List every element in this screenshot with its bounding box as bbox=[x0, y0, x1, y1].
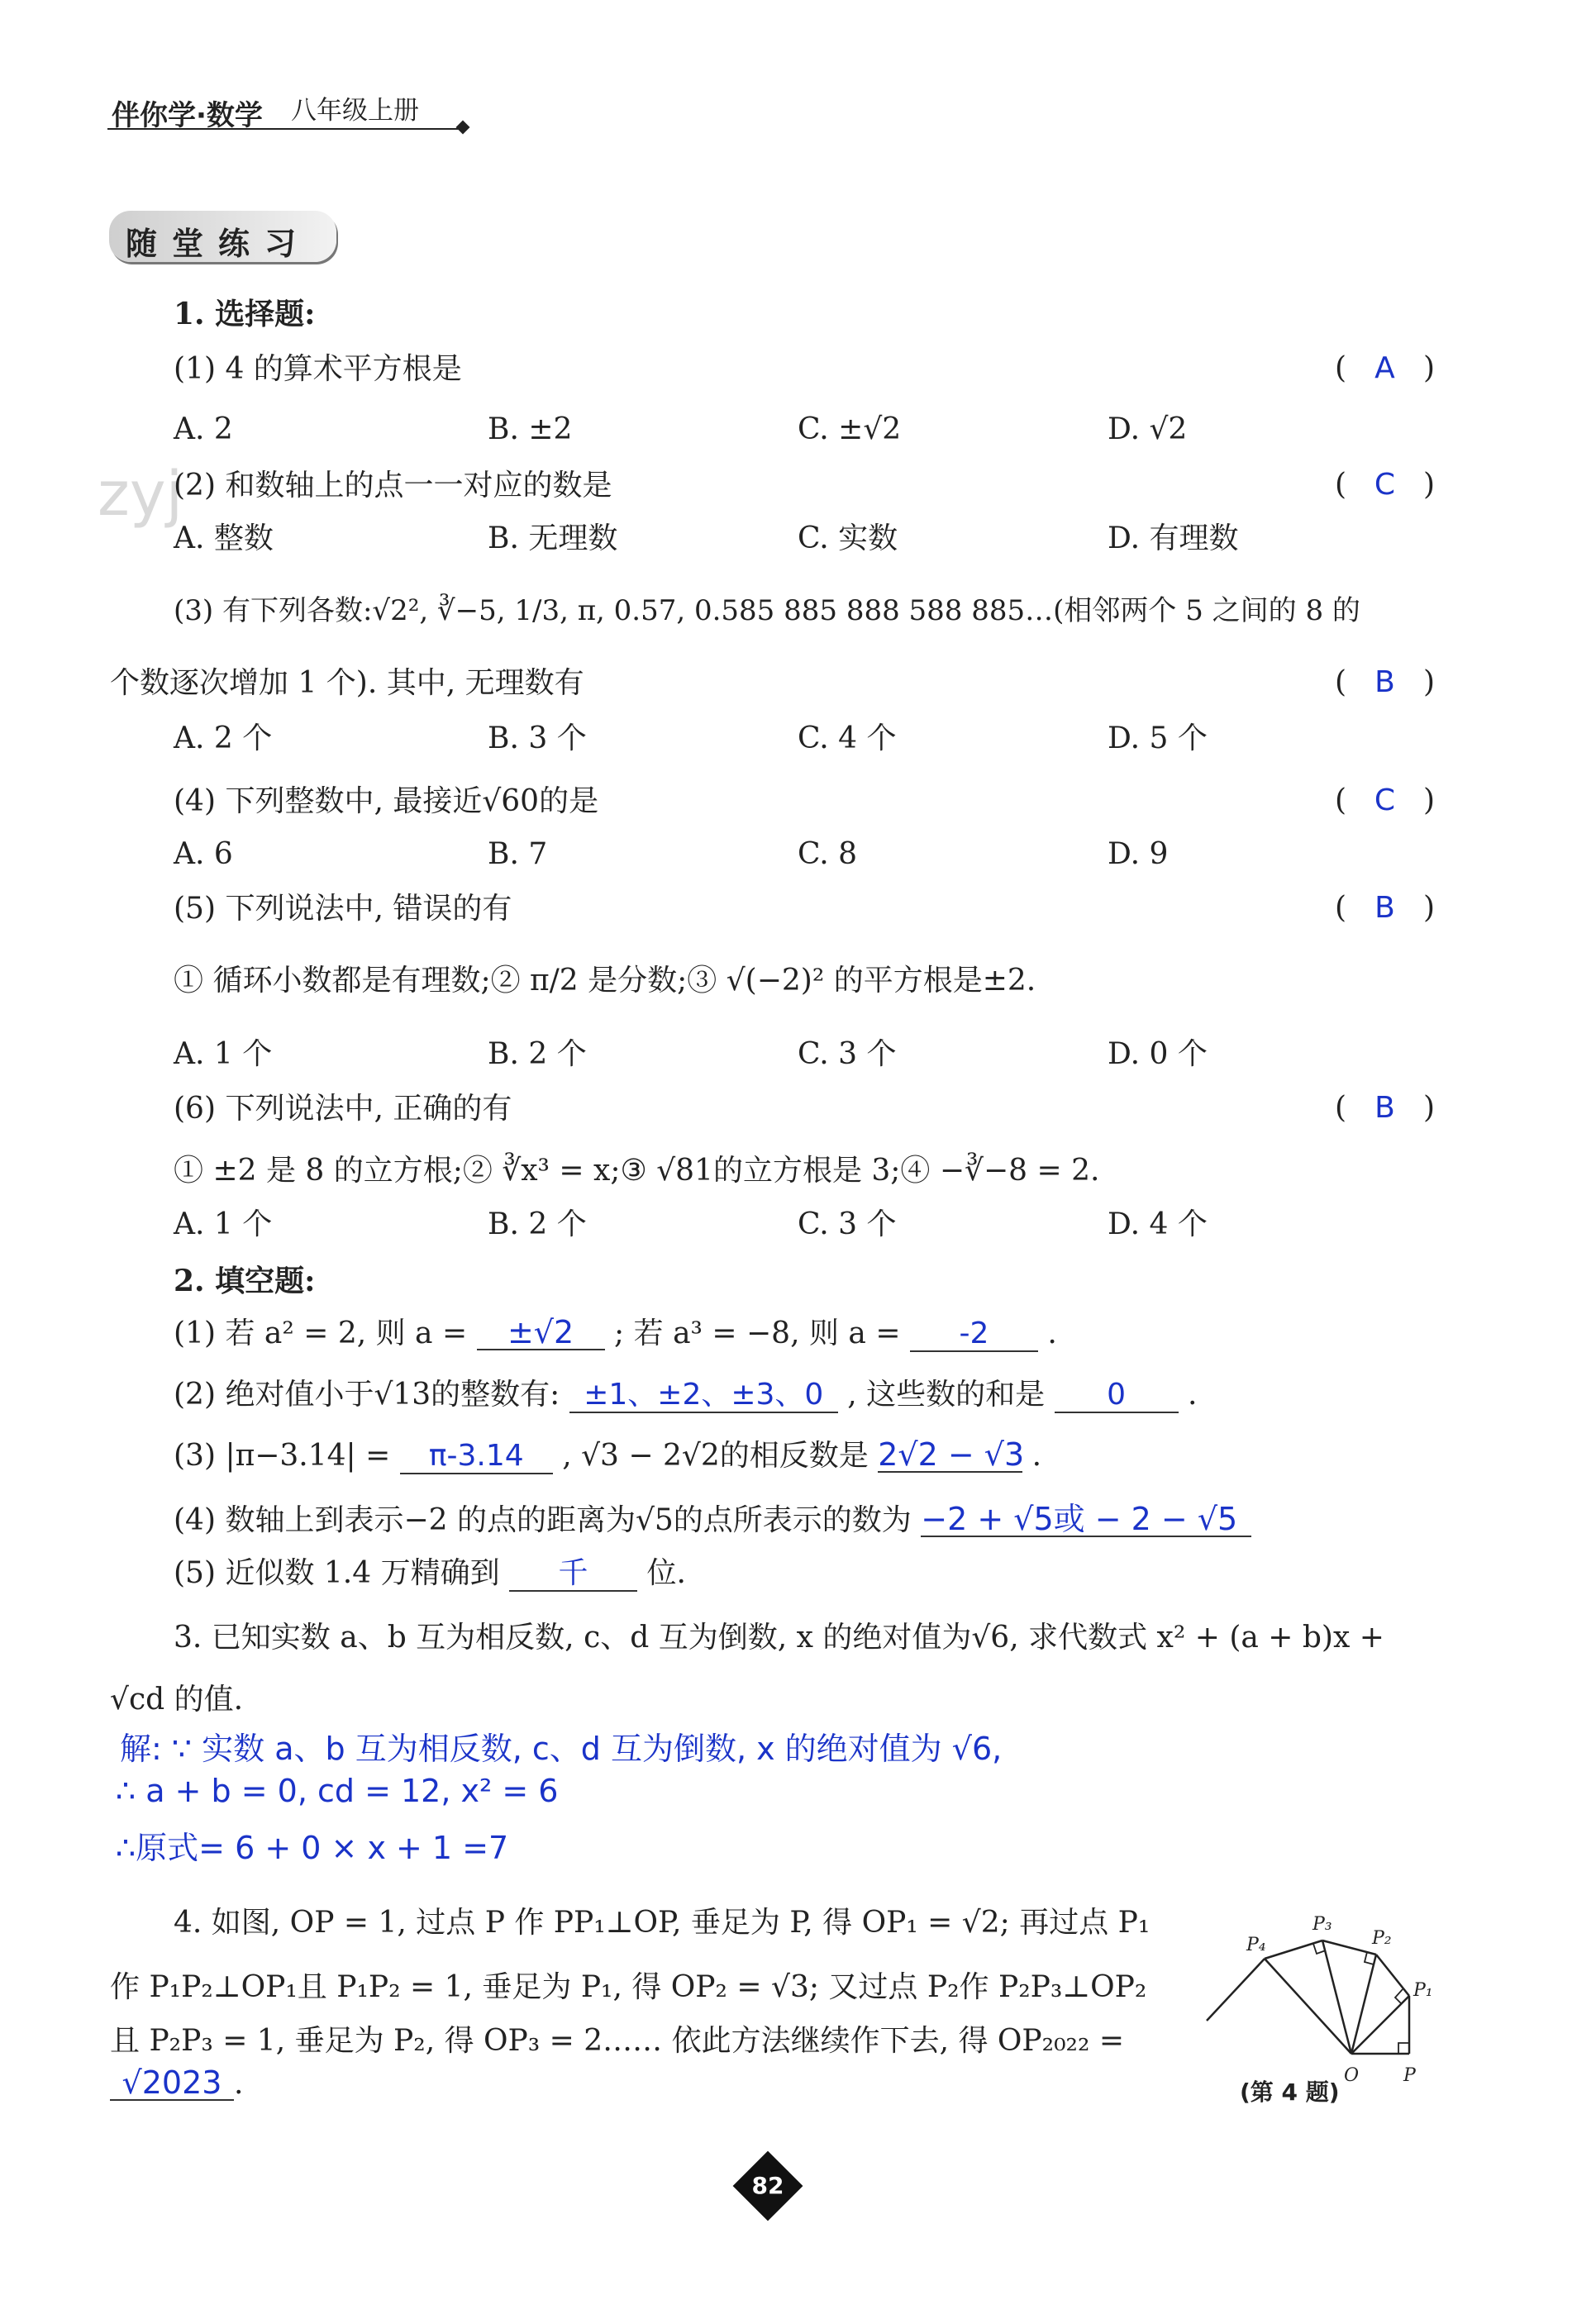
q1-4-answer: C bbox=[1374, 783, 1396, 817]
q1-3-opt-b: B. 3 个 bbox=[488, 721, 587, 755]
q4-answer-line bbox=[110, 2066, 243, 2102]
q1-6-stem: (6) 下列说法中, 正确的有 bbox=[174, 1092, 512, 1126]
q4-figure-caption: (第 4 题) bbox=[1240, 2079, 1340, 2106]
q1-6-opt-a: A. 1 个 bbox=[174, 1207, 273, 1241]
fig-right-angle-p1 bbox=[1395, 1989, 1403, 2004]
fig-label-p1: P₁ bbox=[1413, 1980, 1433, 2001]
q1-3-opt-c: C. 4 个 bbox=[798, 721, 897, 755]
q2-3-text-a: (3) |π−3.14| = bbox=[174, 1439, 391, 1473]
q1-1-answer: A bbox=[1374, 351, 1395, 385]
q1-5-statements: ① 循环小数都是有理数;② π/2 是分数;③ √(−2)² 的平方根是±2. bbox=[174, 964, 1036, 998]
q1-5-opt-b: B. 2 个 bbox=[488, 1037, 587, 1071]
q2-3-blank-b: 2√2 − √3 bbox=[878, 1436, 1025, 1473]
q2-2-text-a: (2) 绝对值小于√13的整数有: bbox=[174, 1378, 560, 1412]
q1-1-opt-d: D. √2 bbox=[1108, 412, 1188, 446]
q1-5-opt-c: C. 3 个 bbox=[798, 1037, 897, 1071]
q1-3-opt-d: D. 5 个 bbox=[1108, 721, 1208, 755]
q1-3-stem2: 个数逐次增加 1 个). 其中, 无理数有 bbox=[110, 666, 584, 700]
q1-2-stem: (2) 和数轴上的点一一对应的数是 bbox=[174, 469, 612, 502]
q4-period: . bbox=[234, 2067, 244, 2101]
q1-2-answer-bracket: ( C ) bbox=[1335, 468, 1435, 502]
q1-title: 1. 选择题: bbox=[174, 297, 316, 331]
q1-4-opt-d: D. 9 bbox=[1108, 837, 1169, 871]
page-number: 82 bbox=[751, 2172, 784, 2199]
q2-5-text-a: (5) 近似数 1.4 万精确到 bbox=[174, 1556, 500, 1590]
q3-solution-2: ∴ a + b = 0, cd = 12, x² = 6 bbox=[116, 1773, 559, 1809]
q2-1-text-c: . bbox=[1047, 1317, 1057, 1350]
fig-label-p3: P₃ bbox=[1313, 1914, 1332, 1935]
fig-line-p3p4 bbox=[1265, 1940, 1322, 1959]
q2-line2 bbox=[174, 1377, 1197, 1413]
q2-line4 bbox=[174, 1502, 1251, 1539]
watermark: zyj bbox=[98, 459, 183, 530]
q1-1-opt-a: A. 2 bbox=[174, 412, 233, 446]
q1-2-opt-c: C. 实数 bbox=[798, 521, 898, 555]
q2-2-blank-b: 0 bbox=[1055, 1379, 1179, 1413]
q3-solution-3: ∴原式= 6 + 0 × x + 1 =7 bbox=[116, 1830, 509, 1866]
q2-line5 bbox=[174, 1555, 686, 1592]
fig-line-op1 bbox=[1351, 1996, 1409, 2054]
q2-5-blank: 千 bbox=[509, 1557, 637, 1592]
q2-3-text-b: , √3 − 2√2的相反数是 bbox=[562, 1439, 869, 1473]
q2-5-text-b: 位. bbox=[646, 1556, 686, 1590]
q1-6-opt-b: B. 2 个 bbox=[488, 1207, 587, 1241]
fig-line-p2p3 bbox=[1322, 1940, 1376, 1955]
q1-6-answer: B bbox=[1374, 1091, 1395, 1125]
q1-1-answer-bracket: ( A ) bbox=[1335, 351, 1435, 385]
q1-1-stem: (1) 4 的算术平方根是 bbox=[174, 352, 462, 386]
q1-4-opt-a: A. 6 bbox=[174, 837, 233, 871]
q2-3-text-c: . bbox=[1031, 1439, 1042, 1473]
q1-4-opt-c: C. 8 bbox=[798, 837, 858, 871]
q3-line1: 3. 已知实数 a、b 互为相反数, c、d 互为倒数, x 的绝对值为√6, 求代数式 x² + (a + b)x + bbox=[174, 1621, 1384, 1655]
q2-1-blank-b: -2 bbox=[910, 1317, 1038, 1352]
q2-2-blank-a: ±1、±2、±3、0 bbox=[569, 1379, 838, 1413]
q4-line2: 作 P₁P₂⊥OP₁且 P₁P₂ = 1, 垂足为 P₁, 得 OP₂ = √3; 又过点 P₂作 P₂P₃⊥OP₂ bbox=[110, 1970, 1147, 2004]
q1-4-answer-bracket: ( C ) bbox=[1335, 783, 1435, 817]
q1-4-stem: (4) 下列整数中, 最接近√60的是 bbox=[174, 784, 599, 818]
fig-line-op2 bbox=[1351, 1955, 1376, 2054]
q1-2-opt-b: B. 无理数 bbox=[488, 521, 618, 555]
header-diamond bbox=[456, 121, 470, 135]
q1-6-opt-d: D. 4 个 bbox=[1108, 1207, 1208, 1241]
fig-label-o: O bbox=[1344, 2065, 1360, 2086]
q4-line1: 4. 如图, OP = 1, 过点 P 作 PP₁⊥OP, 垂足为 P, 得 OP₁ = √2; 再过点 P₁ bbox=[174, 1906, 1151, 1940]
q1-3-answer: B bbox=[1374, 665, 1395, 699]
fig-line-p1p2 bbox=[1376, 1955, 1409, 1996]
q2-3-blank-a: π-3.14 bbox=[400, 1440, 553, 1474]
q1-2-answer: C bbox=[1374, 468, 1396, 502]
fig-label-p4: P₄ bbox=[1246, 1935, 1266, 1955]
header-grade: 八年级上册 bbox=[291, 96, 419, 126]
q2-line3 bbox=[174, 1438, 1041, 1474]
header-series: 伴你学·数学 bbox=[112, 99, 263, 132]
q1-5-answer-bracket: ( B ) bbox=[1335, 891, 1435, 925]
q2-4-text-a: (4) 数轴上到表示−2 的点的距离为√5的点所表示的数为 bbox=[174, 1503, 912, 1537]
q2-4-blank: −2 + √5或 − 2 − √5 bbox=[921, 1502, 1251, 1537]
q3-line2: √cd 的值. bbox=[110, 1683, 244, 1717]
q2-2-text-b: , 这些数的和是 bbox=[847, 1378, 1046, 1412]
fig-label-p2: P₂ bbox=[1372, 1928, 1392, 1949]
fig-label-p: P bbox=[1403, 2065, 1416, 2086]
q1-4-opt-b: B. 7 bbox=[488, 837, 548, 871]
q4-figure bbox=[1190, 1884, 1455, 2091]
q2-1-blank-a: ±√2 bbox=[477, 1316, 605, 1350]
q1-1-opt-b: B. ±2 bbox=[488, 412, 573, 446]
q1-2-opt-a: A. 整数 bbox=[174, 521, 274, 555]
q2-title: 2. 填空题: bbox=[174, 1264, 316, 1298]
q1-3-answer-bracket: ( B ) bbox=[1335, 665, 1435, 699]
q1-3-opt-a: A. 2 个 bbox=[174, 721, 273, 755]
q2-1-text-b: ; 若 a³ = −8, 则 a = bbox=[614, 1317, 901, 1350]
fig-right-angle-p bbox=[1398, 2043, 1409, 2054]
q4-answer: √2023 bbox=[110, 2066, 234, 2101]
q1-5-answer: B bbox=[1374, 891, 1395, 925]
q1-5-opt-d: D. 0 个 bbox=[1108, 1037, 1208, 1071]
q1-2-opt-d: D. 有理数 bbox=[1108, 521, 1239, 555]
q1-5-opt-a: A. 1 个 bbox=[174, 1037, 273, 1071]
q1-6-statements: ① ±2 是 8 的立方根;② ∛x³ = x;③ √81的立方根是 3;④ −∛−8 = 2. bbox=[174, 1154, 1100, 1188]
q1-3-stem: (3) 有下列各数:√2², ∛−5, 1/3, π, 0.57, 0.585 885 888 588 885…(相邻两个 5 之间的 8 的 bbox=[174, 594, 1360, 627]
section-title: 随堂练习 bbox=[126, 226, 312, 262]
q2-2-text-c: . bbox=[1188, 1378, 1198, 1412]
fig-line-tail bbox=[1207, 1959, 1265, 2021]
q4-line3: 且 P₂P₃ = 1, 垂足为 P₂, 得 OP₃ = 2…… 依此方法继续作下去, 得 OP₂₀₂₂ = bbox=[110, 2024, 1124, 2058]
header-rule bbox=[107, 128, 463, 130]
q2-1-text-a: (1) 若 a² = 2, 则 a = bbox=[174, 1317, 468, 1350]
q1-6-answer-bracket: ( B ) bbox=[1335, 1091, 1435, 1125]
q2-line1 bbox=[174, 1316, 1057, 1352]
q3-solution-1: 解: ∵ 实数 a、b 互为相反数, c、d 互为倒数, x 的绝对值为 √6, bbox=[120, 1731, 1003, 1767]
q1-1-opt-c: C. ±√2 bbox=[798, 412, 902, 446]
q1-5-stem: (5) 下列说法中, 错误的有 bbox=[174, 892, 512, 926]
q1-6-opt-c: C. 3 个 bbox=[798, 1207, 897, 1241]
